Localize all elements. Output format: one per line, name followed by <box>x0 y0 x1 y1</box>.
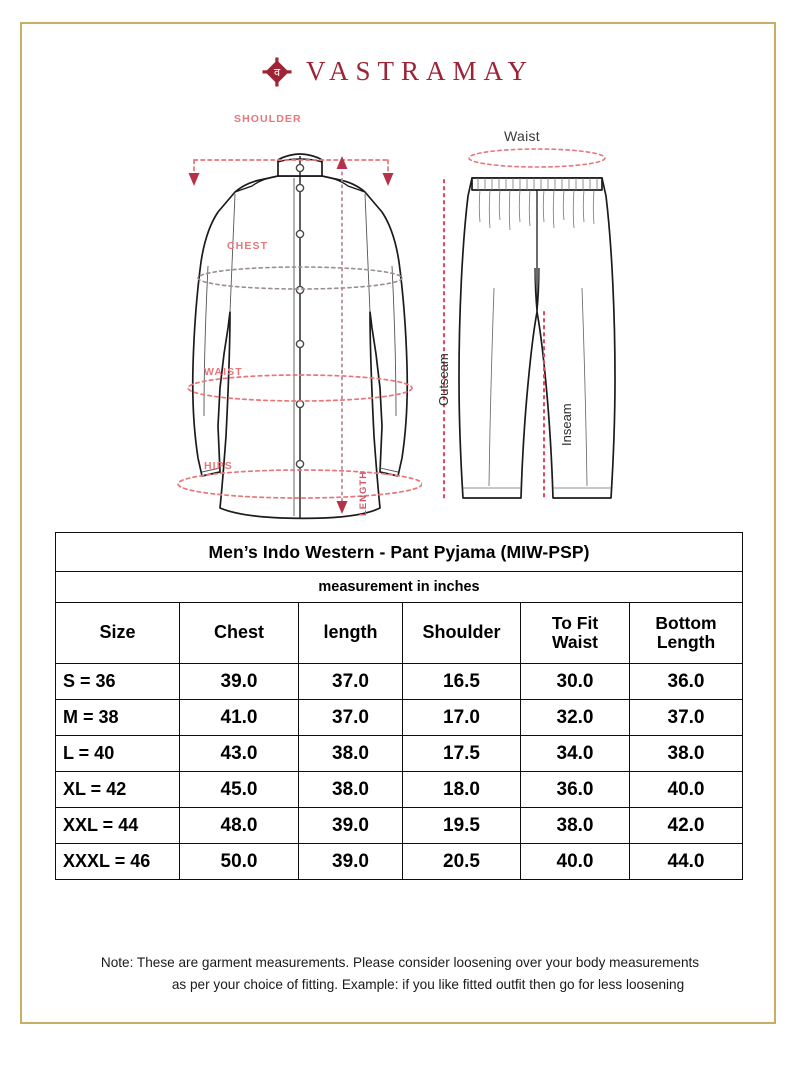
cell-bottom-length: 44.0 <box>630 844 743 880</box>
kurta-chest-label: CHEST <box>227 240 269 252</box>
pyjama-inseam-label: Inseam <box>559 403 574 446</box>
table-row <box>56 844 743 880</box>
cell-size: XL = 42 <box>56 772 180 808</box>
cell-shoulder: 16.5 <box>403 664 521 700</box>
column-header-shoulder-line: Shoulder <box>422 622 501 643</box>
table-header-row <box>56 603 743 664</box>
table-row <box>56 700 743 736</box>
column-header-chest-line: Chest <box>213 622 264 643</box>
column-header-bottom-length-line1: Bottom <box>655 613 717 634</box>
cell-chest: 39.0 <box>180 664 299 700</box>
column-header-shoulder <box>403 603 521 664</box>
cell-bottom-length: 42.0 <box>630 808 743 844</box>
cell-bottom-length: 40.0 <box>630 772 743 808</box>
cell-chest: 50.0 <box>180 844 299 880</box>
column-header-to-fit-waist-line1: To Fit <box>551 613 599 634</box>
cell-to-fit-waist: 40.0 <box>521 844 630 880</box>
table-row <box>56 736 743 772</box>
cell-length: 37.0 <box>299 664 403 700</box>
table-row <box>56 772 743 808</box>
cell-size: S = 36 <box>56 664 180 700</box>
cell-length: 38.0 <box>299 772 403 808</box>
cell-length: 39.0 <box>299 808 403 844</box>
cell-length: 38.0 <box>299 736 403 772</box>
column-header-length <box>299 603 403 664</box>
cell-chest: 48.0 <box>180 808 299 844</box>
cell-size: L = 40 <box>56 736 180 772</box>
cell-bottom-length: 36.0 <box>630 664 743 700</box>
vastramay-diamond-logo-icon <box>262 57 292 87</box>
cell-length: 39.0 <box>299 844 403 880</box>
cell-shoulder: 17.0 <box>403 700 521 736</box>
column-header-length-line: length <box>323 622 378 643</box>
table-subtitle-row <box>56 572 743 603</box>
column-header-bottom-length-line2: Length <box>656 632 716 652</box>
measurement-diagrams <box>22 113 778 536</box>
cell-to-fit-waist: 32.0 <box>521 700 630 736</box>
measurement-note <box>36 952 764 996</box>
table-row <box>56 664 743 700</box>
table-row <box>56 808 743 844</box>
note-line-2: as per your choice of fitting. Example: if you like fitted outfit then go for less loosening <box>171 977 685 993</box>
note-line-1: Note: These are garment measurements. Please consider loosening over your body measurements <box>100 955 700 970</box>
table-title: Men’s Indo Western - Pant Pyjama (MIW-PSP) <box>56 533 743 572</box>
cell-chest: 45.0 <box>180 772 299 808</box>
cell-bottom-length: 37.0 <box>630 700 743 736</box>
table-title-row <box>56 533 743 572</box>
brand-name: VASTRAMAY <box>305 56 535 86</box>
column-header-to-fit-waist <box>521 603 630 664</box>
column-header-size-line: Size <box>99 622 136 643</box>
kurta-hips-label: HIPS <box>204 460 233 472</box>
cell-shoulder: 17.5 <box>403 736 521 772</box>
cell-to-fit-waist: 30.0 <box>521 664 630 700</box>
pyjama-bottom-diagram <box>422 116 652 536</box>
kurta-length-label: LENGTH <box>358 470 369 516</box>
cell-to-fit-waist: 34.0 <box>521 736 630 772</box>
cell-size: XXL = 44 <box>56 808 180 844</box>
table-subtitle: measurement in inches <box>56 572 743 603</box>
cell-length: 37.0 <box>299 700 403 736</box>
cell-chest: 43.0 <box>180 736 299 772</box>
cell-shoulder: 19.5 <box>403 808 521 844</box>
kurta-waist-label: WAIST <box>204 366 243 378</box>
svg-text:व: व <box>273 65 281 79</box>
cell-to-fit-waist: 38.0 <box>521 808 630 844</box>
pyjama-outseam-label: Outseam <box>436 353 451 406</box>
cell-to-fit-waist: 36.0 <box>521 772 630 808</box>
brand-header <box>22 56 774 87</box>
size-chart-page <box>20 22 776 1024</box>
cell-size: M = 38 <box>56 700 180 736</box>
column-header-to-fit-waist-line2: Waist <box>551 632 599 652</box>
cell-chest: 41.0 <box>180 700 299 736</box>
pyjama-waist-label: Waist <box>504 128 540 144</box>
kurta-shoulder-label: SHOULDER <box>234 113 302 125</box>
cell-shoulder: 18.0 <box>403 772 521 808</box>
kurta-top-diagram <box>172 113 422 536</box>
cell-bottom-length: 38.0 <box>630 736 743 772</box>
column-header-bottom-length <box>630 603 743 664</box>
cell-shoulder: 20.5 <box>403 844 521 880</box>
column-header-size <box>56 603 180 664</box>
cell-size: XXXL = 46 <box>56 844 180 880</box>
size-chart-table <box>55 532 743 880</box>
column-header-chest <box>180 603 299 664</box>
